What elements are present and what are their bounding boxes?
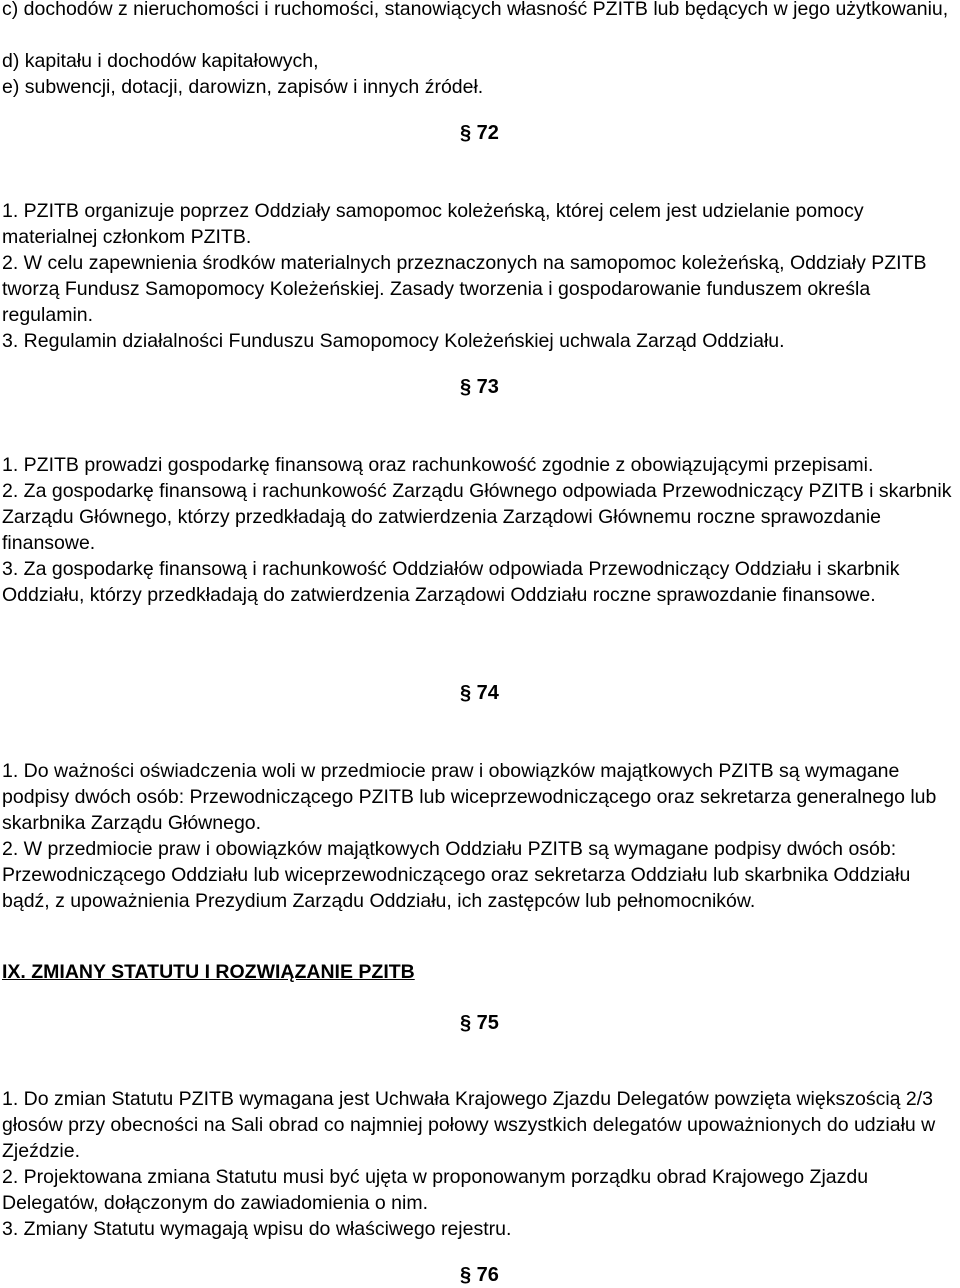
section-72-title: § 72 — [460, 122, 499, 144]
section-75-title: § 75 — [460, 1012, 499, 1034]
section-75-body — [2, 1086, 952, 1242]
section-72-p1: 1. PZITB organizuje poprzez Oddziały samopomoc koleżeńską, której celem jest udzielanie pomocy materialnej członkom PZITB. — [2, 200, 864, 248]
section-73-p1: 1. PZITB prowadzi gospodarkę finansową oraz rachunkowość zgodnie z obowiązującymi przepisami. — [2, 454, 874, 476]
section-73-p2: 2. Za gospodarkę finansową i rachunkowość Zarządu Głównego odpowiada Przewodniczący PZITB i skarbnik Zarządu Głównego, którzy przedkładają do zatwierdzenia Zarządowi Głównemu roczne sprawozdanie finansowe. — [2, 480, 952, 554]
section-72-p2: 2. W celu zapewnienia środków materialnych przeznaczonych na samopomoc koleżeńską, Oddziały PZITB tworzą Fundusz Samopomocy Koleżeńskiej. Zasady tworzenia i gospodarowanie funduszem określa regulamin. — [2, 252, 927, 326]
section-75-p1: 1. Do zmian Statutu PZITB wymagana jest Uchwała Krajowego Zjazdu Delegatów powzięta większością 2/3 głosów przy obecności na Sali obrad co najmniej połowy wszystkich delegatów upoważnionych do udziału w Zjeździe. — [2, 1088, 936, 1162]
section-73-body — [2, 452, 952, 608]
chapter-heading: IX. ZMIANY STATUTU I ROZWIĄZANIE PZITB — [2, 961, 415, 983]
paragraph-d: d) kapitału i dochodów kapitałowych, — [2, 50, 319, 72]
section-76-title: § 76 — [460, 1264, 499, 1286]
section-72-p3: 3. Regulamin działalności Funduszu Samopomocy Koleżeńskiej uchwala Zarząd Oddziału. — [2, 330, 785, 352]
section-72-body — [2, 198, 952, 354]
paragraph-c: c) dochodów z nieruchomości i ruchomości, stanowiących własność PZITB lub będących w jego użytkowaniu, — [2, 0, 949, 20]
section-74-p1: 1. Do ważności oświadczenia woli w przedmiocie praw i obowiązków majątkowych PZITB są wymagane podpisy dwóch osób: Przewodniczącego PZITB lub wiceprzewodniczącego oraz sekretarza generalnego lub skarbnika Zarządu Głównego. — [2, 760, 937, 834]
paragraph-e: e) subwencji, dotacji, darowizn, zapisów i innych źródeł. — [2, 76, 484, 98]
section-74-p2: 2. W przedmiocie praw i obowiązków majątkowych Oddziału PZITB są wymagane podpisy dwóch osób: Przewodniczącego Oddziału lub wiceprzewodniczącego oraz sekretarza Oddziału lub skarbnika Oddziału bądź, z upoważnienia Prezydium Zarządu Oddziału, ich zastępców lub pełnomocników. — [2, 838, 911, 912]
section-75-p3: 3. Zmiany Statutu wymagają wpisu do właściwego rejestru. — [2, 1218, 512, 1240]
section-73-p3: 3. Za gospodarkę finansową i rachunkowość Oddziałów odpowiada Przewodniczący Oddziału i skarbnik Oddziału, którzy przedkładają do zatwierdzenia Zarządowi Oddziału roczne sprawozdanie finansowe. — [2, 558, 900, 606]
section-74-title: § 74 — [460, 682, 499, 704]
section-75-p2: 2. Projektowana zmiana Statutu musi być ujęta w proponowanym porządku obrad Krajowego Zjazdu Delegatów, dołączonym do zawiadomienia o nim. — [2, 1166, 869, 1214]
section-73-title: § 73 — [460, 376, 499, 398]
section-74-body — [2, 758, 952, 914]
